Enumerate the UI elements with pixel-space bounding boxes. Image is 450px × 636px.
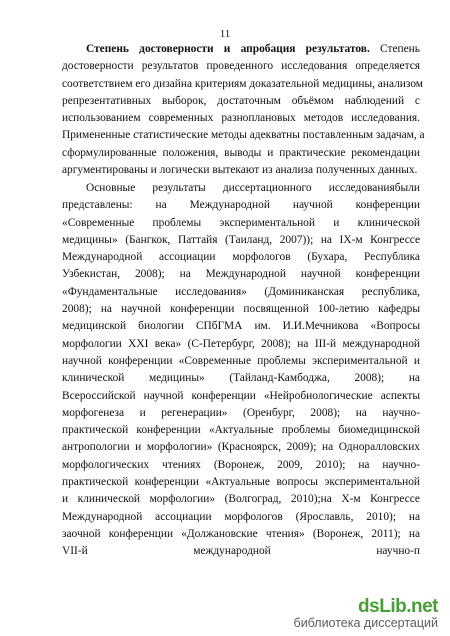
paragraph-line: «Фундаментальные исследования» (Доминиканская республика, [62, 285, 420, 298]
paragraph-reliability [62, 41, 425, 179]
paragraph-line: заочной конференции «Должановские чтения» (Воронеж, 2011); на [62, 527, 420, 540]
paragraph-line: практической конференции «Актуальные проблемы биомедицинской [62, 424, 420, 437]
paragraph-line: Примененные статистические методы адекватны поставленным задачам, а [62, 129, 425, 142]
paragraph-line-cut: VII-й международной научно-п [62, 545, 420, 558]
paragraph-line: клинической медицины» (Тайланд-Камбоджа, 2008); на [62, 372, 420, 385]
paragraph-line: соответствием его дизайна критериям доказательной медицины, анализом [62, 77, 424, 90]
paragraph-line: достоверности результатов проведенного исследования определяется [62, 60, 420, 73]
paragraph-line: морфологических чтениях (Воронеж, 2009, 2010); на научно- [62, 458, 420, 471]
paragraph-approbation [62, 180, 420, 561]
paragraph-line: Международной ассоциации морфологов (Бухара, Республика [62, 251, 420, 264]
paragraph-line: Основные результаты диссертационного исследованиябыли [86, 182, 420, 194]
paragraph-line: медицинской биологии СПбГМА им. И.И.Мечникова «Вопросы [62, 320, 420, 333]
watermark-stack [294, 597, 438, 630]
watermark-logo-suffix: .net [406, 596, 438, 617]
paragraph-line: Международной ассоциации морфологов (Ярославль, 2010); на [62, 510, 420, 523]
watermark-logo [358, 597, 438, 616]
watermark-link[interactable] [290, 595, 442, 630]
paragraph-line: «Современные проблемы экспериментальной и клинической [62, 216, 420, 229]
watermark-caption: библиотека диссертаций [293, 616, 438, 630]
paragraph-line: морфогенеза и регенерации» (Оренбург, 2008); на научно- [62, 406, 420, 419]
section-heading: Степень достоверности и апробация результатов. [86, 43, 370, 55]
paragraph-line: Узбекистан, 2008); на Международной научной конференции [62, 268, 420, 281]
paragraph-line-text: Степень [380, 43, 420, 55]
paragraph-line: репрезентативных выборок, достаточным объёмом наблюдений с [62, 94, 420, 107]
paragraph-line: и клинической морфологии» (Волгоград, 2010);на X-м Конгрессе [62, 493, 420, 506]
paragraph-line: 2008); на научной конференции посвященной 100-летию кафедры [62, 303, 420, 316]
paragraph-line: аргументированы и логически вытекают из анализа полученных данных. [62, 164, 418, 177]
page-number: 11 [219, 28, 231, 40]
paragraph-line: сформулированные положения, выводы и практические рекомендации [62, 146, 420, 159]
paragraph-line: Всероссийской научной конференции «Нейробиологические аспекты [62, 389, 420, 402]
paragraph-line: морфологии XXI века» (С-Петербург, 2008); на III-й международной [62, 337, 420, 350]
paragraph-line: научной конференции «Современные проблемы экспериментальной и [62, 354, 420, 367]
paragraph-line [62, 41, 420, 58]
paragraph-line: представлены: на Международной научной конференции [62, 199, 420, 212]
paragraph-line: практической конференции «Актуальные вопросы экспериментальной [62, 476, 420, 489]
paragraph-line: использованием современных разноплановых методов исследования. [62, 112, 420, 125]
paragraph-line: антропологии и морфологии» (Красноярск, 2009); на Одноралловских [62, 441, 420, 454]
watermark-logo-main: dsLib [358, 596, 407, 617]
paragraph-line: медицины» (Бангкок, Паттайя (Таиланд, 2007)); на IX-м Конгрессе [62, 233, 420, 246]
